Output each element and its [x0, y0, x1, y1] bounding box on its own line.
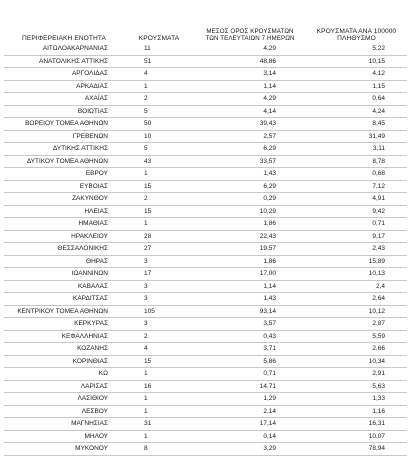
cases-cell: 27 [124, 243, 194, 256]
header-cases: ΚΡΟΥΣΜΑΤΑ [138, 35, 180, 43]
avg7-cell: 93,14 [194, 305, 306, 318]
header-avg7-line1: ΜΕΣΟΣ ΟΡΟΣ ΚΡΟΥΣΜΑΤΩΝ [206, 28, 294, 35]
avg7-cell: 1,14 [194, 280, 306, 293]
region-cell: ΚΟΖΑΝΗΣ [4, 343, 124, 356]
region-cell: ΕΥΒΟΙΑΣ [4, 180, 124, 193]
region-cell: ΔΥΤΙΚΗΣ ΑΤΤΙΚΗΣ [4, 143, 124, 156]
region-cell: ΛΕΣΒΟΥ [4, 405, 124, 418]
cases-cell: 15 [124, 205, 194, 218]
region-cell: ΚΕΝΤΡΙΚΟΥ ΤΟΜΕΑ ΑΘΗΝΩΝ [4, 305, 124, 318]
table-row [4, 205, 407, 218]
table-row [4, 180, 407, 193]
avg7-cell: 17,00 [194, 268, 306, 281]
cases-cell: 43 [124, 155, 194, 168]
per100k-cell: 78,94 [306, 443, 407, 456]
cases-cell: 5 [124, 143, 194, 156]
avg7-cell: 14,71 [194, 380, 306, 393]
region-cell: ΜΑΓΝΗΣΙΑΣ [4, 418, 124, 431]
per100k-cell: 2,66 [306, 343, 407, 356]
per100k-cell: 2,4 [306, 280, 407, 293]
table-row [4, 168, 407, 181]
avg7-cell: 4,14 [194, 105, 306, 118]
avg7-cell: 22,43 [194, 230, 306, 243]
region-cell: ΜΥΚΟΝΟΥ [4, 443, 124, 456]
per100k-cell: 4,91 [306, 193, 407, 206]
region-cell: ΚΑΡΔΙΤΣΑΣ [4, 293, 124, 306]
region-cell: ΜΗΛΟΥ [4, 430, 124, 443]
cases-cell: 1 [124, 168, 194, 181]
cases-cell: 4 [124, 68, 194, 81]
table-row [4, 118, 407, 131]
header-per100k [306, 28, 407, 43]
cases-cell: 3 [124, 255, 194, 268]
avg7-cell: 2,14 [194, 405, 306, 418]
avg7-cell: 5,86 [194, 355, 306, 368]
table-row [4, 243, 407, 256]
avg7-cell: 1,43 [194, 168, 306, 181]
header-region: ΠΕΡΙΦΕΡΕΙΑΚΗ ΕΝΟΤΗΤΑ [21, 35, 107, 43]
region-cell: ΘΕΣΣΑΛΟΝΙΚΗΣ [4, 243, 124, 256]
cases-cell: 50 [124, 118, 194, 131]
region-cell: ΚΕΦΑΛΛΗΝΙΑΣ [4, 330, 124, 343]
region-cell: ΚΟΡΙΝΘΙΑΣ [4, 355, 124, 368]
per100k-cell: 31,49 [306, 130, 407, 143]
table-body [4, 43, 407, 455]
header-per100k-line2: ΠΛΗΘΥΣΜΟ [337, 35, 376, 43]
per100k-cell: 5,59 [306, 330, 407, 343]
region-cell: ΑΙΤΩΛΟΑΚΑΡΝΑΝΙΑΣ [4, 43, 124, 55]
table-row [4, 330, 407, 343]
header-row [4, 28, 407, 43]
region-cell: ΓΡΕΒΕΝΩΝ [4, 130, 124, 143]
region-cell: ΑΧΑΪΑΣ [4, 93, 124, 106]
avg7-cell: 1,43 [194, 293, 306, 306]
table-row [4, 193, 407, 206]
cases-cell: 17 [124, 268, 194, 281]
per100k-cell: 8,45 [306, 118, 407, 131]
cases-cell: 2 [124, 193, 194, 206]
per100k-cell: 3,11 [306, 143, 407, 156]
cases-cell: 4 [124, 343, 194, 356]
table-row [4, 93, 407, 106]
region-cell: ΘΗΡΑΣ [4, 255, 124, 268]
cases-cell: 3 [124, 318, 194, 331]
table-row [4, 293, 407, 306]
table-row [4, 318, 407, 331]
header-avg7-line2: ΤΩΝ ΤΕΛΕΥΤΑΙΩΝ 7 ΗΜΕΡΩΝ [205, 35, 295, 43]
table-row [4, 130, 407, 143]
per100k-cell: 16,31 [306, 418, 407, 431]
region-cell: ΛΑΣΙΘΙΟΥ [4, 393, 124, 406]
region-cell: ΑΡΚΑΔΙΑΣ [4, 80, 124, 93]
table-row [4, 80, 407, 93]
table-header [4, 28, 407, 43]
per100k-cell: 9,42 [306, 205, 407, 218]
table-row [4, 280, 407, 293]
table-row [4, 443, 407, 456]
region-cell: ΑΡΓΟΛΙΔΑΣ [4, 68, 124, 81]
table-row [4, 143, 407, 156]
per100k-cell: 10,34 [306, 355, 407, 368]
table-row [4, 380, 407, 393]
per100k-cell: 5,22 [306, 43, 407, 55]
cases-cell: 16 [124, 380, 194, 393]
per100k-cell: 9,17 [306, 230, 407, 243]
cases-by-region-table [4, 28, 407, 456]
table-row [4, 343, 407, 356]
avg7-cell: 3,71 [194, 343, 306, 356]
header-avg7 [194, 28, 306, 43]
table-row [4, 230, 407, 243]
per100k-cell: 10,07 [306, 430, 407, 443]
region-cell: ΗΛΕΙΑΣ [4, 205, 124, 218]
region-cell: ΖΑΚΥΝΘΟΥ [4, 193, 124, 206]
region-cell: ΒΟΙΩΤΙΑΣ [4, 105, 124, 118]
table-row [4, 218, 407, 231]
cases-cell: 1 [124, 405, 194, 418]
cases-cell: 1 [124, 393, 194, 406]
region-cell: ΒΟΡΕΙΟΥ ΤΟΜΕΑ ΑΘΗΝΩΝ [4, 118, 124, 131]
table-row [4, 430, 407, 443]
per100k-cell: 4,24 [306, 105, 407, 118]
table-row [4, 418, 407, 431]
cases-cell: 3 [124, 293, 194, 306]
per100k-cell: 2,43 [306, 243, 407, 256]
region-cell: ΕΒΡΟΥ [4, 168, 124, 181]
cases-cell: 15 [124, 355, 194, 368]
avg7-cell: 1,29 [194, 393, 306, 406]
region-cell: ΔΥΤΙΚΟΥ ΤΟΜΕΑ ΑΘΗΝΩΝ [4, 155, 124, 168]
cases-cell: 51 [124, 55, 194, 68]
cases-cell: 15 [124, 180, 194, 193]
avg7-cell: 48,86 [194, 55, 306, 68]
per100k-cell: 7,12 [306, 180, 407, 193]
region-cell: ΚΑΒΑΛΑΣ [4, 280, 124, 293]
cases-cell: 11 [124, 43, 194, 55]
region-cell: ΗΜΑΘΙΑΣ [4, 218, 124, 231]
avg7-cell: 19,57 [194, 243, 306, 256]
cases-cell: 105 [124, 305, 194, 318]
cases-cell: 3 [124, 280, 194, 293]
avg7-cell: 17,14 [194, 418, 306, 431]
cases-cell: 5 [124, 105, 194, 118]
per100k-cell: 0,64 [306, 93, 407, 106]
per100k-cell: 2,91 [306, 368, 407, 381]
avg7-cell: 0,29 [194, 193, 306, 206]
region-cell: ΚΕΡΚΥΡΑΣ [4, 318, 124, 331]
per100k-cell: 4,12 [306, 68, 407, 81]
table-row [4, 355, 407, 368]
region-cell: ΙΩΑΝΝΙΝΩΝ [4, 268, 124, 281]
cases-cell: 1 [124, 430, 194, 443]
cases-cell: 31 [124, 418, 194, 431]
cases-cell: 1 [124, 368, 194, 381]
table-row [4, 43, 407, 55]
per100k-cell: 1,33 [306, 393, 407, 406]
per100k-cell: 0,71 [306, 218, 407, 231]
per100k-cell: 5,63 [306, 380, 407, 393]
region-cell: ΑΝΑΤΟΛΙΚΗΣ ΑΤΤΙΚΗΣ [4, 55, 124, 68]
region-cell: ΛΑΡΙΣΑΣ [4, 380, 124, 393]
table-row [4, 255, 407, 268]
table-row [4, 105, 407, 118]
per100k-cell: 10,12 [306, 305, 407, 318]
avg7-cell: 1,86 [194, 255, 306, 268]
avg7-cell: 3,29 [194, 443, 306, 456]
avg7-cell: 3,14 [194, 68, 306, 81]
avg7-cell: 1,14 [194, 80, 306, 93]
avg7-cell: 1,86 [194, 218, 306, 231]
avg7-cell: 6,29 [194, 180, 306, 193]
table-row [4, 55, 407, 68]
region-cell: ΗΡΑΚΛΕΙΟΥ [4, 230, 124, 243]
per100k-cell: 10,15 [306, 55, 407, 68]
avg7-cell: 39,43 [194, 118, 306, 131]
table-row [4, 68, 407, 81]
cases-cell: 1 [124, 218, 194, 231]
avg7-cell: 0,14 [194, 430, 306, 443]
per100k-cell: 15,89 [306, 255, 407, 268]
per100k-cell: 2,64 [306, 293, 407, 306]
per100k-cell: 0,68 [306, 168, 407, 181]
header-per100k-line1: ΚΡΟΥΣΜΑΤΑ ΑΝΑ 100000 [316, 28, 397, 35]
avg7-cell: 3,57 [194, 318, 306, 331]
avg7-cell: 6,29 [194, 143, 306, 156]
cases-cell: 2 [124, 93, 194, 106]
avg7-cell: 0,43 [194, 330, 306, 343]
avg7-cell: 0,71 [194, 368, 306, 381]
cases-cell: 28 [124, 230, 194, 243]
table-row [4, 155, 407, 168]
region-cell: ΚΩ [4, 368, 124, 381]
table-row [4, 268, 407, 281]
per100k-cell: 10,13 [306, 268, 407, 281]
table-row [4, 368, 407, 381]
table-row [4, 305, 407, 318]
per100k-cell: 2,87 [306, 318, 407, 331]
avg7-cell: 4,29 [194, 93, 306, 106]
avg7-cell: 4,29 [194, 43, 306, 55]
per100k-cell: 1,15 [306, 80, 407, 93]
per100k-cell: 1,16 [306, 405, 407, 418]
cases-cell: 10 [124, 130, 194, 143]
avg7-cell: 33,57 [194, 155, 306, 168]
table-row [4, 405, 407, 418]
table-row [4, 393, 407, 406]
cases-cell: 2 [124, 330, 194, 343]
cases-cell: 1 [124, 80, 194, 93]
per100k-cell: 8,78 [306, 155, 407, 168]
avg7-cell: 10,29 [194, 205, 306, 218]
cases-cell: 8 [124, 443, 194, 456]
avg7-cell: 2,57 [194, 130, 306, 143]
